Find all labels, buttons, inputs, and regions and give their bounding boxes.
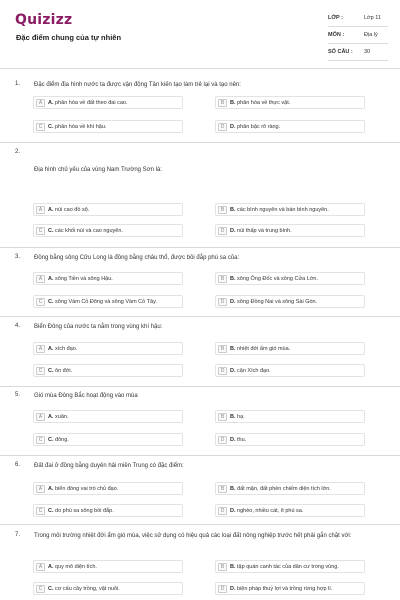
option-letter-badge: A — [36, 413, 45, 421]
option-letter-badge: C — [36, 298, 45, 306]
option-key: D. — [230, 508, 236, 514]
option-text: các khối núi và cao nguyên. — [55, 228, 123, 234]
option-key: C. — [48, 228, 54, 234]
option-d[interactable] — [215, 582, 365, 595]
option-text: các bình nguyên và bán bình nguyên. — [237, 207, 329, 213]
option-letter-badge: B — [218, 99, 227, 107]
option-text: quy mô diện tích. — [55, 564, 97, 570]
option-key: C. — [48, 508, 54, 514]
divider — [0, 316, 400, 317]
option-key: B. — [230, 100, 236, 106]
option-key: D. — [230, 228, 236, 234]
option-a[interactable] — [33, 482, 183, 495]
option-key: C. — [48, 437, 54, 443]
option-text: sông Ông Đốc và sông Cửa Lớn. — [237, 276, 319, 282]
meta-label: LỚP : — [328, 15, 343, 21]
option-text: đông. — [55, 437, 69, 443]
question-text: Trong môi trường nhiệt đới ẩm gió mùa, việc sử dụng có hiệu quả các loại đất nông nghiệp trước hết phải gắn chặt với: — [34, 533, 352, 539]
divider — [0, 455, 400, 456]
option-d[interactable] — [215, 120, 365, 133]
option-key: D. — [230, 124, 236, 130]
option-text: xuân. — [55, 414, 69, 420]
divider — [0, 386, 400, 387]
option-key: B. — [230, 414, 236, 420]
option-text: nghèo, nhiều cát, ít phù sa. — [237, 508, 304, 514]
meta-label: MÔN : — [328, 32, 345, 38]
option-b[interactable] — [215, 410, 365, 423]
question-text: Biển Đông của nước ta nằm trong vùng khí hậu: — [34, 324, 163, 330]
option-text: sông Đồng Nai và sông Sài Gòn. — [237, 299, 318, 305]
option-c[interactable] — [33, 582, 183, 595]
question-text: Địa hình chủ yếu của vùng Nam Trường Sơn là: — [34, 167, 162, 173]
option-text: phân hóa về đất theo đai cao. — [55, 100, 128, 106]
option-c[interactable] — [33, 295, 183, 308]
option-letter-badge: A — [36, 275, 45, 283]
option-d[interactable] — [215, 295, 365, 308]
option-key: A. — [48, 414, 54, 420]
option-b[interactable] — [215, 203, 365, 216]
option-letter-badge: C — [36, 123, 45, 131]
question-number: 1. — [15, 81, 21, 87]
option-text: hạ. — [237, 414, 245, 420]
option-text: do phù sa sông bồi đắp. — [55, 508, 114, 514]
option-text: ôn đới. — [55, 368, 73, 374]
option-a[interactable] — [33, 410, 183, 423]
worksheet-meta — [328, 10, 388, 61]
question-number: 3. — [15, 254, 21, 260]
option-letter-badge: B — [218, 563, 227, 571]
option-letter-badge: A — [36, 99, 45, 107]
option-letter-badge: D — [218, 367, 227, 375]
option-letter-badge: C — [36, 585, 45, 593]
option-text: xích đạo. — [55, 346, 78, 352]
meta-row-subject — [328, 27, 388, 44]
option-a[interactable] — [33, 96, 183, 109]
option-key: D. — [230, 368, 236, 374]
option-letter-badge: D — [218, 585, 227, 593]
option-key: A. — [48, 207, 54, 213]
option-letter-badge: D — [218, 123, 227, 131]
option-key: A. — [48, 486, 54, 492]
option-text: sông Vàm Cỏ Đông và sông Vàm Cỏ Tây. — [55, 299, 157, 305]
question-text: Đặc điểm địa hình nước ta được vận động Tân kiến tạo làm trẻ lại và tạo nên: — [34, 82, 241, 88]
question-number: 7. — [15, 532, 21, 538]
option-text: đất mặn, đất phèn chiếm diện tích lớn. — [237, 486, 331, 492]
option-d[interactable] — [215, 364, 365, 377]
option-letter-badge: B — [218, 345, 227, 353]
option-letter-badge: A — [36, 485, 45, 493]
option-key: B. — [230, 564, 236, 570]
option-letter-badge: A — [36, 345, 45, 353]
option-letter-badge: C — [36, 507, 45, 515]
option-key: B. — [230, 486, 236, 492]
option-c[interactable] — [33, 433, 183, 446]
option-text: thu. — [237, 437, 247, 443]
option-text: nhiệt đới ẩm gió mùa. — [237, 346, 291, 352]
option-text: cận Xích đạo. — [237, 368, 271, 374]
option-text: núi cao đồ sộ. — [55, 207, 90, 213]
question-number: 6. — [15, 462, 21, 468]
option-key: B. — [230, 276, 236, 282]
question-number: 4. — [15, 323, 21, 329]
option-c[interactable] — [33, 364, 183, 377]
option-key: C. — [48, 299, 54, 305]
option-text: núi thấp và trung bình. — [237, 228, 292, 234]
option-key: A. — [48, 346, 54, 352]
option-a[interactable] — [33, 272, 183, 285]
option-key: A. — [48, 100, 54, 106]
option-key: D. — [230, 586, 236, 592]
option-text: biện pháp thuỷ lợi và trồng rừng hợp lí. — [237, 586, 333, 592]
option-text: phân hóa về khí hậu. — [55, 124, 107, 130]
divider — [0, 247, 400, 248]
worksheet-title: Đặc điểm chung của tự nhiên — [16, 33, 122, 42]
option-letter-badge: C — [36, 227, 45, 235]
quizizz-logo: Quizizz — [15, 12, 73, 28]
option-letter-badge: C — [36, 367, 45, 375]
option-key: A. — [48, 564, 54, 570]
option-c[interactable] — [33, 224, 183, 237]
option-letter-badge: D — [218, 227, 227, 235]
worksheet-header — [0, 0, 400, 68]
divider — [0, 68, 400, 69]
option-key: C. — [48, 124, 54, 130]
option-c[interactable] — [33, 504, 183, 517]
option-key: C. — [48, 368, 54, 374]
option-a[interactable] — [33, 203, 183, 216]
option-key: D. — [230, 437, 236, 443]
meta-label: SỐ CÂU : — [328, 49, 353, 55]
option-a[interactable] — [33, 560, 183, 573]
option-letter-badge: C — [36, 436, 45, 444]
divider — [0, 524, 400, 525]
option-key: A. — [48, 276, 54, 282]
question-number: 2. — [15, 149, 21, 155]
option-text: phân hóa về thực vật. — [237, 100, 291, 106]
meta-value: Địa lý — [364, 32, 378, 38]
option-letter-badge: D — [218, 298, 227, 306]
option-letter-badge: B — [218, 275, 227, 283]
meta-value: Lớp 11 — [364, 15, 381, 21]
option-b[interactable] — [215, 560, 365, 573]
option-d[interactable] — [215, 224, 365, 237]
question-number: 5. — [15, 392, 21, 398]
option-d[interactable] — [215, 433, 365, 446]
option-key: C. — [48, 586, 54, 592]
option-b[interactable] — [215, 342, 365, 355]
option-key: D. — [230, 299, 236, 305]
option-text: biển đóng vai trò chủ đạo. — [55, 486, 119, 492]
option-letter-badge: B — [218, 206, 227, 214]
option-b[interactable] — [215, 272, 365, 285]
option-a[interactable] — [33, 342, 183, 355]
option-text: tập quán canh tác của dân cư trong vùng. — [237, 564, 339, 570]
option-b[interactable] — [215, 482, 365, 495]
option-text: cơ cấu cây trồng, vật nuôi. — [55, 586, 120, 592]
option-text: phân bậc rõ ràng. — [237, 124, 281, 130]
question-text: Đất đai ở đồng bằng duyên hải miền Trung có đặc điểm: — [34, 463, 184, 469]
meta-value: 30 — [364, 49, 371, 55]
option-text: sông Tiền và sông Hậu. — [55, 276, 113, 282]
option-letter-badge: B — [218, 413, 227, 421]
option-letter-badge: B — [218, 485, 227, 493]
question-text: Đồng bằng sông Cửu Long là đồng bằng châu thổ, được bồi đắp phù sa của: — [34, 255, 240, 261]
divider — [0, 142, 400, 143]
option-key: B. — [230, 207, 236, 213]
question-text: Gió mùa Đông Bắc hoạt động vào mùa — [34, 393, 138, 399]
option-b[interactable] — [215, 96, 365, 109]
meta-row-grade — [328, 10, 388, 27]
meta-row-count — [328, 44, 388, 61]
option-c[interactable] — [33, 120, 183, 133]
option-letter-badge: D — [218, 507, 227, 515]
option-letter-badge: A — [36, 563, 45, 571]
option-d[interactable] — [215, 504, 365, 517]
option-letter-badge: A — [36, 206, 45, 214]
option-letter-badge: D — [218, 436, 227, 444]
option-key: B. — [230, 346, 236, 352]
